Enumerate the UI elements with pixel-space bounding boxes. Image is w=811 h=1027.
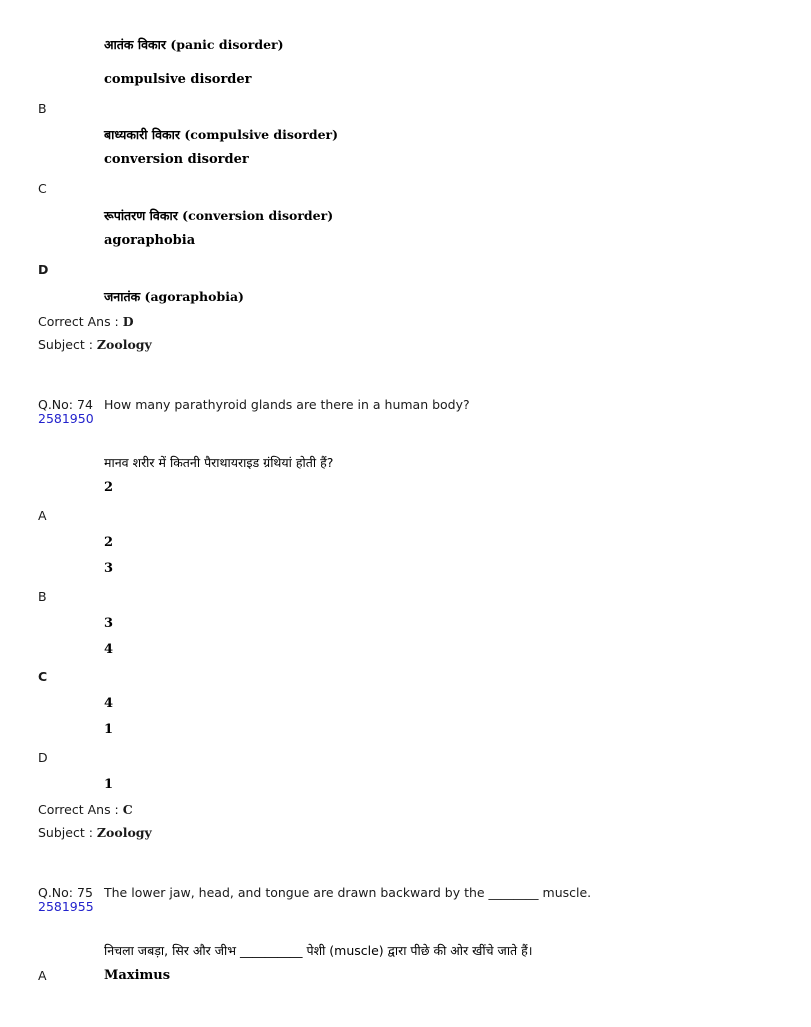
correct-answer-value: D xyxy=(122,314,134,329)
option-text: 2 xyxy=(104,480,114,495)
option-label: A xyxy=(38,968,47,983)
option-label: B xyxy=(38,101,47,116)
subject-label: Subject : xyxy=(38,825,93,840)
option-text: 4 xyxy=(104,642,114,657)
option-text: compulsive disorder xyxy=(104,72,252,87)
question-text-hi: मानव शरीर में कितनी पैराथायराइड ग्रंथियां होती हैं? xyxy=(104,455,334,470)
correct-answer-row xyxy=(38,314,134,329)
option-text: 3 xyxy=(104,616,114,631)
subject-value: Zoology xyxy=(96,337,152,352)
question-number: Q.No: 75 xyxy=(38,885,93,900)
option-text: बाध्यकारी विकार (compulsive disorder) xyxy=(104,127,339,142)
option-label: B xyxy=(38,589,47,604)
correct-answer-label: Correct Ans : xyxy=(38,802,119,817)
option-text: conversion disorder xyxy=(104,152,249,167)
question-number: Q.No: 74 xyxy=(38,397,93,412)
question-text-en: The lower jaw, head, and tongue are drawn backward by the ________ muscle. xyxy=(104,885,592,900)
option-text: 1 xyxy=(104,777,114,792)
option-label: D xyxy=(38,750,48,765)
subject-row xyxy=(38,825,152,840)
option-text: 1 xyxy=(104,722,114,737)
correct-answer-label: Correct Ans : xyxy=(38,314,119,329)
question-id: 2581950 xyxy=(38,411,94,426)
subject-value: Zoology xyxy=(96,825,152,840)
option-text: 2 xyxy=(104,535,114,550)
subject-row xyxy=(38,337,152,352)
question-text-en: How many parathyroid glands are there in a human body? xyxy=(104,397,470,412)
correct-answer-value: C xyxy=(122,802,133,817)
option-text: आतंक विकार (panic disorder) xyxy=(104,37,284,52)
option-text: जनातंक (agoraphobia) xyxy=(104,289,244,304)
subject-label: Subject : xyxy=(38,337,93,352)
option-label: C xyxy=(38,181,47,196)
option-text: रूपांतरण विकार (conversion disorder) xyxy=(104,208,334,223)
option-label: D xyxy=(38,262,49,277)
question-text-hi: निचला जबड़ा, सिर और जीभ __________ पेशी (muscle) द्वारा पीछे की ओर खींचे जाते हैं। xyxy=(104,943,533,958)
option-label: A xyxy=(38,508,47,523)
option-text: 4 xyxy=(104,696,114,711)
correct-answer-row xyxy=(38,802,133,817)
question-id: 2581955 xyxy=(38,899,94,914)
option-text: agoraphobia xyxy=(104,233,196,248)
option-label: C xyxy=(38,669,48,684)
option-text: 3 xyxy=(104,561,114,576)
option-text: Maximus xyxy=(104,968,171,983)
